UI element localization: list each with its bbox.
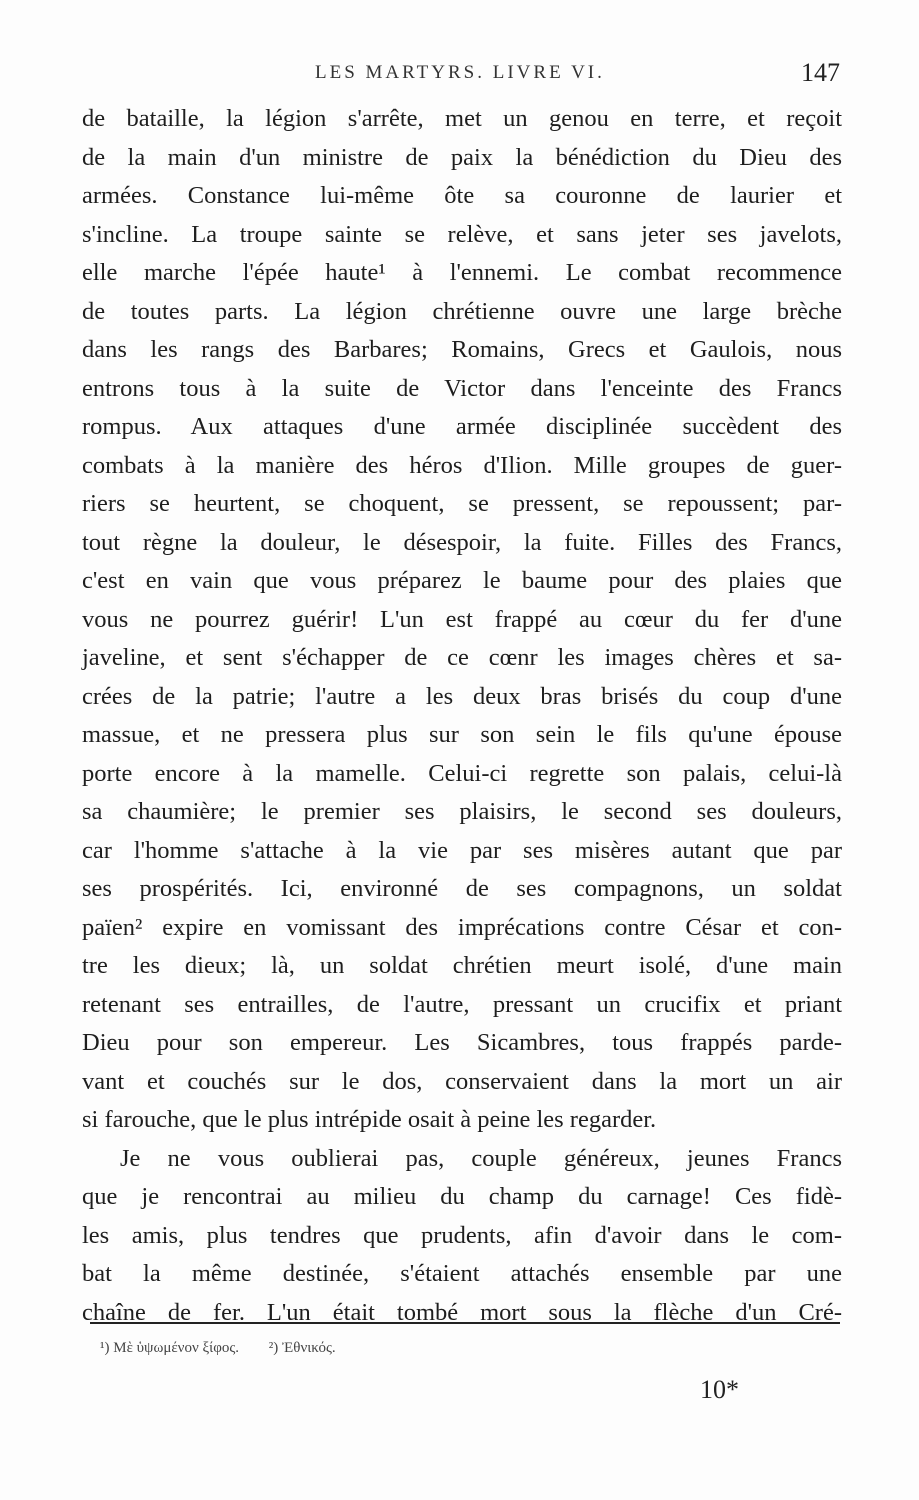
text-line: s'incline. La troupe sainte se relève, et sans jeter ses javelots,	[82, 220, 842, 248]
footnote-2: ²) Ἐθνικός.	[268, 1340, 336, 1356]
text-line: armées. Constance lui-même ôte sa couronne de laurier et	[82, 182, 842, 209]
text-line: javeline, et sent s'échapper de ce cœnr les images chères et sa-	[82, 644, 842, 671]
text-line: riers se heurtent, se choquent, se pressent, se repoussent; par-	[82, 490, 842, 517]
page-number: 147	[801, 58, 840, 87]
body-text	[82, 100, 842, 1332]
text-line: retenant ses entrailles, de l'autre, pressant un crucifix et priant	[82, 990, 842, 1018]
text-line: Dieu pour son empereur. Les Sicambres, tous frappés parde-	[82, 1029, 842, 1056]
running-title: LES MARTYRS. LIVRE VI.	[315, 62, 605, 83]
text-line: dans les rangs des Barbares; Romains, Grecs et Gaulois, nous	[82, 336, 842, 363]
text-line: Je ne vous oublierai pas, couple généreux, jeunes Francs	[120, 1144, 842, 1172]
text-line: de toutes parts. La légion chrétienne ouvre une large brèche	[82, 297, 842, 325]
text-line: c'est en vain que vous préparez le baume pour des plaies que	[82, 567, 842, 594]
text-line: de bataille, la légion s'arrête, met un genou en terre, et reçoit	[82, 105, 842, 132]
text-line: entrons tous à la suite de Victor dans l'enceinte des Francs	[82, 374, 842, 402]
text-line: porte encore à la mamelle. Celui-ci regrette son palais, celui-là	[82, 759, 842, 787]
text-line: vant et couchés sur le dos, conservaient dans la mort un air	[82, 1067, 842, 1095]
text-line: les amis, plus tendres que prudents, afin d'avoir dans le com-	[82, 1221, 842, 1249]
text-line: si farouche, que le plus intrépide osait à peine les regarder.	[82, 1106, 657, 1133]
text-line: combats à la manière des héros d'Ilion. Mille groupes de guer-	[82, 451, 842, 479]
text-line: ses prospérités. Ici, environné de ses compagnons, un soldat	[82, 875, 842, 902]
text-line: chaîne de fer. L'un était tombé mort sous la flèche d'un Cré-	[82, 1298, 842, 1326]
text-line: que je rencontrai au milieu du champ du carnage! Ces fidè-	[82, 1183, 842, 1210]
text-line: de la main d'un ministre de paix la bénédiction du Dieu des	[82, 143, 842, 171]
text-line: crées de la patrie; l'autre a les deux bras brisés du coup d'une	[82, 682, 842, 710]
footnotes	[100, 1340, 362, 1357]
text-line: elle marche l'épée haute¹ à l'ennemi. Le combat recommence	[82, 259, 842, 286]
footnote-1: ¹) Μὲ ὑψωμένον ξίφος.	[100, 1340, 240, 1356]
text-line: car l'homme s'attache à la vie par ses misères autant que par	[82, 836, 842, 864]
text-line: tout règne la douleur, le désespoir, la fuite. Filles des Francs,	[82, 528, 842, 556]
running-head	[80, 58, 840, 92]
text-line: bat la même destinée, s'étaient attachés ensemble par une	[82, 1260, 842, 1287]
signature-mark: 10*	[700, 1375, 739, 1404]
text-line: rompus. Aux attaques d'une armée disciplinée succèdent des	[82, 413, 842, 440]
text-line: tre les dieux; là, un soldat chrétien meurt isolé, d'une main	[82, 952, 842, 979]
text-line: vous ne pourrez guérir! L'un est frappé au cœur du fer d'une	[82, 605, 842, 633]
footnote-rule	[90, 1322, 840, 1324]
text-line: sa chaumière; le premier ses plaisirs, le second ses douleurs,	[82, 798, 842, 825]
text-line: massue, et ne pressera plus sur son sein le fils qu'une épouse	[82, 721, 842, 748]
text-line: païen² expire en vomissant des imprécations contre César et con-	[82, 913, 842, 941]
